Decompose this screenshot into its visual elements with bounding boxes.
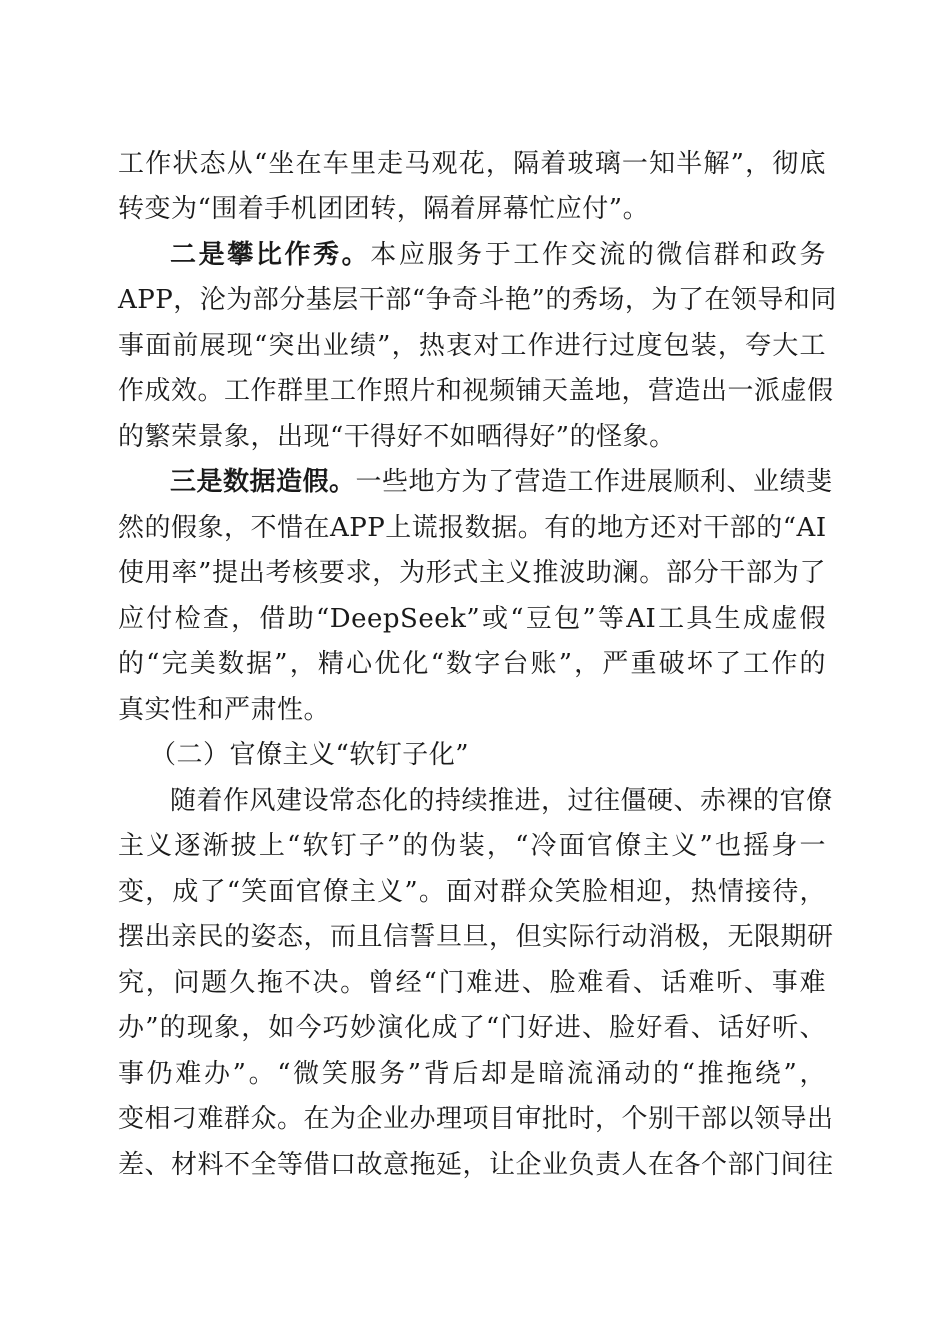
text-line: 转变为“围着手机团团转，隔着屏幕忙应付”。 (118, 194, 650, 224)
text-line: 的繁荣景象，出现“干得好不如晒得好”的怪象。 (118, 422, 676, 452)
paragraph-lead-heading: 二是攀比作秀。 (170, 240, 371, 270)
paragraph-lead-heading: 三是数据造假。 (170, 467, 356, 497)
section-heading: （二）官僚主义“软钉子化” (150, 740, 470, 770)
text-line: APP，沦为部分基层干部“争奇斗艳”的秀场，为了在领导和同 (118, 285, 837, 315)
text-line: 变，成了“笑面官僚主义”。面对群众笑脸相迎，热情接待， (118, 877, 826, 907)
text-line: 作成效。工作群里工作照片和视频铺天盖地，营造出一派虚假 (118, 376, 834, 406)
paragraph-text: 一些地方为了营造工作进展顺利、业绩斐 (355, 467, 833, 497)
text-line: 应付检查，借助“DeepSeek”或“豆包”等AI工具生成虚假 (118, 604, 826, 634)
paragraph-first-line (170, 462, 833, 502)
paragraph-first-line: 随着作风建设常态化的持续推进，过往僵硬、赤裸的官僚 (170, 786, 833, 816)
text-line: 主义逐渐披上“软钉子”的伪装，“冷面官僚主义”也摇身一 (118, 831, 826, 861)
text-line: 办”的现象，如今巧妙演化成了“门好进、脸好看、话好听、 (118, 1013, 826, 1043)
text-line: 变相刁难群众。在为企业办理项目审批时，个别干部以领导出 (118, 1104, 834, 1134)
text-line: 差、材料不全等借口故意拖延，让企业负责人在各个部门间往 (118, 1150, 834, 1180)
text-line: 然的假象，不惜在APP上谎报数据。有的地方还对干部的“AI (118, 513, 827, 543)
text-line: 使用率”提出考核要求，为形式主义推波助澜。部分干部为了 (118, 558, 826, 588)
text-line: 究，问题久拖不决。曾经“门难进、脸难看、话难听、事难 (118, 968, 826, 998)
text-line: 工作状态从“坐在车里走马观花，隔着玻璃一知半解”，彻底 (118, 149, 826, 179)
text-line: 真实性和严肃性。 (118, 695, 331, 725)
text-line: 的“完美数据”，精心优化“数字台账”，严重破坏了工作的 (118, 649, 826, 679)
paragraph-first-line (170, 235, 826, 275)
text-line: 摆出亲民的姿态，而且信誓旦旦，但实际行动消极，无限期研 (118, 922, 834, 952)
text-line: 事面前展现“突出业绩”，热衷对工作进行过度包装，夸大工 (118, 331, 826, 361)
paragraph-text: 本应服务于工作交流的微信群和政务 (370, 240, 826, 270)
text-line: 事仍难办”。“微笑服务”背后却是暗流涌动的“推拖绕”， (118, 1059, 826, 1089)
